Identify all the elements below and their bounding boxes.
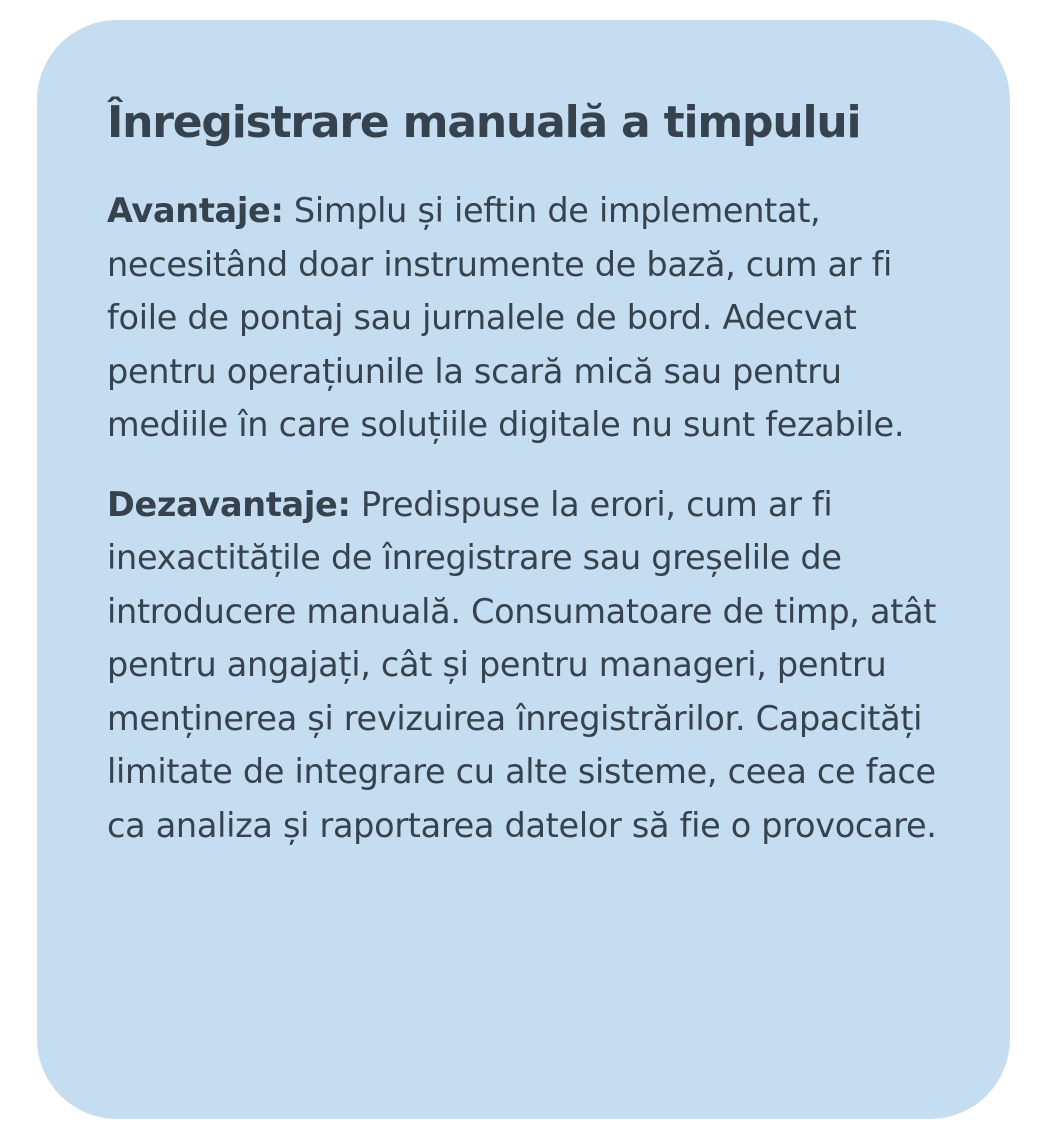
disadvantages-paragraph — [107, 478, 950, 853]
card-title: Înregistrare manuală a timpului — [107, 97, 861, 148]
advantages-paragraph — [107, 184, 950, 452]
disadvantages-text: Predispuse la erori, cum ar fi inexactitățile de înregistrare sau greșelile de introducere manuală. Consumatoare de timp, atât pentru angajați, cât și pentru manageri, pentru menținerea și revizuirea înregistrărilor. Capacități limitate de integrare cu alte sisteme, ceea ce face ca analiza și raportarea datelor să fie o provocare. — [107, 484, 937, 845]
advantages-label: Avantaje: — [107, 191, 284, 230]
advantages-text: Simplu și ieftin de implementat, necesitând doar instrumente de bază, cum ar fi foile de pontaj sau jurnalele de bord. Adecvat pentru operațiunile la scară mică sau pentru mediile în care soluțiile digitale nu sunt fezabile. — [107, 191, 905, 444]
disadvantages-label: Dezavantaje: — [107, 484, 351, 524]
info-card — [37, 20, 1010, 1119]
